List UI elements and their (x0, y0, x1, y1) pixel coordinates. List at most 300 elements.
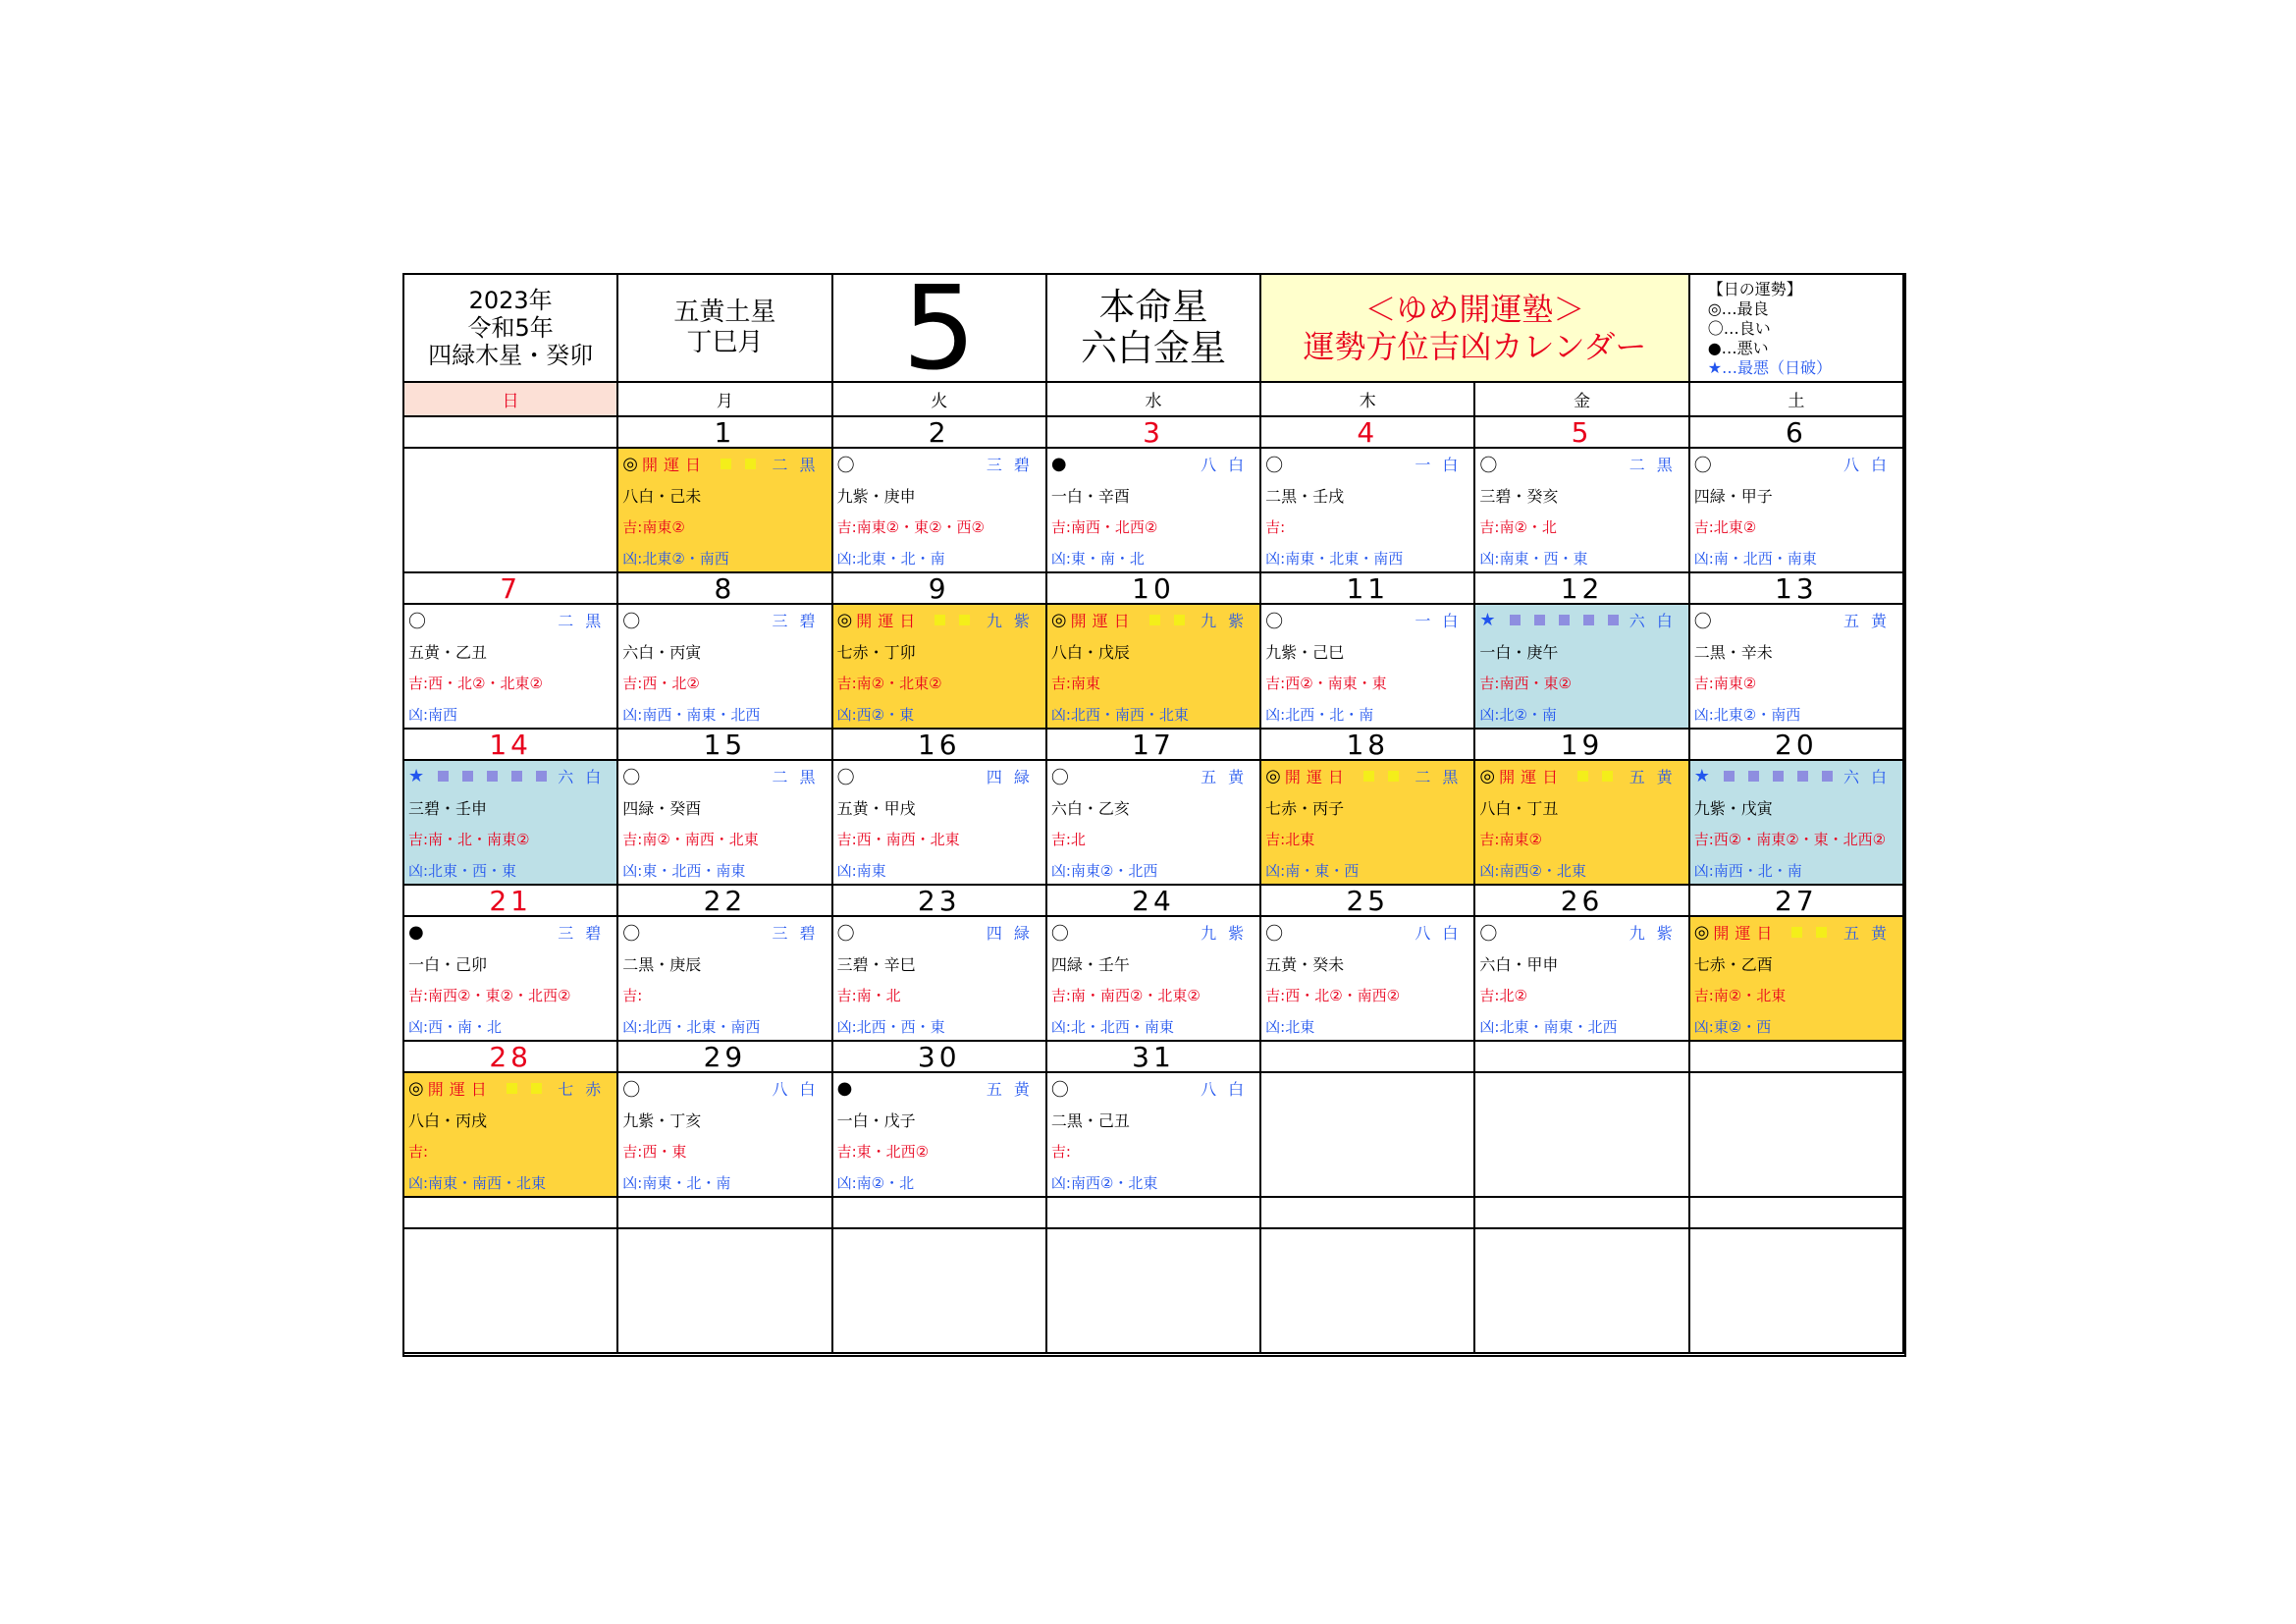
lucky-directions: 吉:南・北 (836, 986, 901, 1004)
day-number: 20 (1690, 730, 1904, 761)
kaiun-label: 開運日 (1284, 768, 1350, 786)
empty-day-cell (833, 1229, 1047, 1354)
day-nine-star: 三碧 (772, 612, 828, 630)
decorative-square (507, 1083, 517, 1094)
day-number: 15 (618, 730, 832, 761)
day-number (404, 417, 618, 449)
day-kanshi: 九紫・己巳 (1265, 642, 1345, 662)
day-number: 9 (833, 573, 1047, 605)
day-number: 13 (1690, 573, 1904, 605)
honmei-label: 本命星 (1098, 286, 1208, 328)
day-kanshi: 九紫・庚申 (836, 486, 916, 506)
day-kanshi: 六白・甲申 (1479, 954, 1559, 974)
empty-day-cell (1261, 1229, 1475, 1354)
fortune-mark-group (1479, 610, 1618, 630)
fortune-mark: ★ (408, 766, 425, 786)
day-cell[interactable] (1261, 761, 1475, 886)
fortune-mark-group (408, 608, 426, 633)
day-number (833, 1198, 1047, 1229)
day-kanshi: 二黒・壬戌 (1265, 486, 1345, 506)
day-number: 2 (833, 417, 1047, 449)
day-cell[interactable] (1475, 605, 1689, 730)
fortune-mark-group (622, 453, 756, 475)
fortune-mark-group (1479, 452, 1497, 477)
fortune-mark-group (837, 920, 855, 946)
day-number: 22 (618, 886, 832, 917)
lucky-directions: 吉:西・北②・北東② (408, 674, 543, 692)
day-cell[interactable] (1475, 449, 1689, 573)
day-number: 3 (1047, 417, 1261, 449)
day-kanshi: 一白・己卯 (408, 954, 488, 974)
fortune-mark-group (1479, 920, 1497, 946)
fortune-line (404, 605, 616, 635)
day-number (618, 1198, 832, 1229)
unlucky-directions: 凶:北東・南東・北西 (1479, 1017, 1618, 1036)
day-cell[interactable] (1690, 605, 1904, 730)
day-number: 21 (404, 886, 618, 917)
fortune-mark: ◎ (836, 610, 853, 630)
fortune-line (618, 1073, 830, 1104)
lucky-directions: 吉:西・東 (622, 1142, 687, 1161)
fortune-mark: 〇 (1050, 767, 1069, 788)
day-number: 17 (1047, 730, 1261, 761)
fortune-line (1047, 605, 1259, 635)
honmei-star (1047, 275, 1261, 383)
day-number: 18 (1261, 730, 1475, 761)
day-kanshi: 四緑・壬午 (1050, 954, 1130, 974)
day-cell[interactable] (833, 917, 1047, 1042)
lucky-directions: 吉: (1050, 1142, 1071, 1161)
fortune-line (1690, 761, 1902, 791)
fortune-line (1047, 1073, 1259, 1104)
decorative-square (1559, 615, 1570, 625)
unlucky-directions: 凶:南東②・北西 (1050, 861, 1158, 880)
fortune-line (1475, 449, 1687, 479)
fortune-mark-group (408, 922, 424, 943)
fortune-mark-group (837, 1078, 853, 1099)
day-cell[interactable] (618, 917, 832, 1042)
decorative-square (1534, 615, 1545, 625)
empty-day-cell (1261, 1073, 1475, 1198)
weekday-thu: 木 (1261, 383, 1475, 417)
decorative-square (1149, 615, 1160, 625)
fortune-mark: ◎ (408, 1078, 424, 1099)
day-kanshi: 五黄・乙丑 (408, 642, 488, 662)
decorative-square (487, 771, 498, 782)
kaiun-label: 開運日 (642, 456, 708, 474)
lucky-directions: 吉:南②・南西・北東 (622, 830, 759, 848)
fortune-mark: ◎ (622, 454, 638, 474)
year-line: 2023年 (468, 287, 553, 314)
decorative-square (1577, 771, 1588, 782)
legend-heading: 【日の運勢】 (1707, 280, 1802, 298)
day-number (1690, 1042, 1904, 1073)
fortune-mark: 〇 (1265, 923, 1284, 945)
weekday-mon: 月 (618, 383, 832, 417)
unlucky-directions: 凶:北西・南西・北東 (1050, 705, 1189, 724)
kaiun-label: 開運日 (1070, 612, 1136, 630)
fortune-line (1047, 761, 1259, 791)
day-cell[interactable] (1690, 449, 1904, 573)
fortune-mark: ◎ (1479, 766, 1496, 786)
fortune-mark: ★ (1693, 766, 1710, 786)
unlucky-directions: 凶:南西・南東・北西 (622, 705, 761, 724)
lucky-directions: 吉:北東② (1693, 517, 1757, 536)
fortune-mark-group (1051, 764, 1069, 789)
day-nine-star: 三碧 (986, 456, 1041, 474)
unlucky-directions: 凶:北東②・南西 (622, 549, 729, 568)
fortune-line (618, 449, 830, 479)
legend-good: 〇…良い (1707, 319, 1771, 338)
lucky-directions: 吉:北 (1050, 830, 1086, 848)
day-kanshi: 二黒・庚辰 (622, 954, 702, 974)
day-kanshi: 二黒・辛未 (1693, 642, 1773, 662)
day-kanshi: 三碧・辛巳 (836, 954, 916, 974)
title-brand: ＜ゆめ開運塾＞ (1364, 291, 1585, 328)
unlucky-directions: 凶:北東・西・東 (408, 861, 517, 880)
fortune-mark: 〇 (1479, 455, 1498, 476)
day-number: 6 (1690, 417, 1904, 449)
fortune-mark: 〇 (1265, 455, 1284, 476)
empty-day-cell (1690, 1073, 1904, 1198)
fortune-line (1475, 761, 1687, 791)
day-cell[interactable] (404, 917, 618, 1042)
fortune-mark: 〇 (1050, 1079, 1069, 1101)
lucky-directions: 吉:西・北② (622, 674, 700, 692)
day-nine-star: 九紫 (1201, 924, 1256, 943)
day-nine-star: 二黒 (1415, 768, 1470, 786)
fortune-mark-group (1051, 920, 1069, 946)
fortune-line (404, 761, 616, 791)
decorative-square (1773, 771, 1784, 782)
day-number: 16 (833, 730, 1047, 761)
day-number: 31 (1047, 1042, 1261, 1073)
fortune-mark-group (1265, 765, 1399, 787)
fortune-mark-group (1265, 920, 1283, 946)
fortune-mark-group (837, 452, 855, 477)
empty-day-cell (1690, 1229, 1904, 1354)
decorative-square (1174, 615, 1185, 625)
fortune-mark-group (837, 609, 971, 631)
fortune-line (1261, 605, 1473, 635)
empty-day-cell (618, 1229, 832, 1354)
month-star-info (618, 275, 832, 383)
lucky-directions: 吉:西②・南東・東 (1265, 674, 1387, 692)
unlucky-directions: 凶:南・東・西 (1265, 861, 1360, 880)
decorative-square (1816, 927, 1827, 938)
day-kanshi: 八白・己未 (622, 486, 702, 506)
day-nine-star: 九紫 (1201, 612, 1256, 630)
title-main: 運勢方位吉凶カレンダー (1303, 328, 1647, 365)
legend-bad: ●…悪い (1707, 339, 1769, 357)
lucky-directions: 吉:南東② (1693, 674, 1757, 692)
day-cell[interactable] (1047, 917, 1261, 1042)
day-nine-star: 七赤 (558, 1080, 614, 1099)
day-number: 8 (618, 573, 832, 605)
fortune-mark-group (408, 1077, 542, 1100)
calendar-grid (402, 273, 1906, 1357)
lucky-directions: 吉:南西・北西② (1050, 517, 1158, 536)
day-cell[interactable] (1261, 605, 1475, 730)
day-cell[interactable] (1047, 1073, 1261, 1198)
fortune-mark: 〇 (1050, 923, 1069, 945)
unlucky-directions: 凶:北西・北・南 (1265, 705, 1374, 724)
empty-day-cell (1047, 1229, 1261, 1354)
unlucky-directions: 凶:北西・西・東 (836, 1017, 945, 1036)
day-cell[interactable] (1690, 917, 1904, 1042)
day-number (1475, 1198, 1689, 1229)
day-kanshi: 九紫・丁亥 (622, 1110, 702, 1130)
day-nine-star: 二黒 (772, 768, 828, 786)
unlucky-directions: 凶:北・北西・南東 (1050, 1017, 1174, 1036)
day-nine-star: 三碧 (558, 924, 614, 943)
decorative-square (1822, 771, 1833, 782)
decorative-square (1724, 771, 1735, 782)
lucky-directions: 吉:西・北②・南西② (1265, 986, 1401, 1004)
day-nine-star: 八白 (1415, 924, 1470, 943)
day-cell[interactable] (404, 1073, 618, 1198)
fortune-mark-group (622, 764, 640, 789)
unlucky-directions: 凶:東②・西 (1693, 1017, 1772, 1036)
unlucky-directions: 凶:南・北西・南東 (1693, 549, 1817, 568)
fortune-line (833, 917, 1045, 947)
fortune-line (1261, 761, 1473, 791)
empty-day-cell (404, 1229, 618, 1354)
fortune-mark-group (1265, 452, 1283, 477)
day-cell[interactable] (833, 1073, 1047, 1198)
unlucky-directions: 凶:南東 (836, 861, 886, 880)
kaiun-label: 開運日 (1713, 924, 1779, 943)
day-nine-star: 六白 (1629, 612, 1684, 630)
fortune-line (833, 605, 1045, 635)
kaiun-label: 開運日 (427, 1080, 493, 1099)
day-nine-star: 二黒 (1629, 456, 1684, 474)
day-nine-star: 一白 (1415, 456, 1470, 474)
fortune-line (1690, 605, 1902, 635)
day-nine-star: 八白 (1201, 456, 1256, 474)
day-kanshi: 八白・丙戌 (408, 1110, 488, 1130)
fortune-mark-group (622, 1076, 640, 1102)
day-cell[interactable] (618, 761, 832, 886)
fortune-mark: 〇 (1479, 923, 1498, 945)
day-cell[interactable] (1261, 449, 1475, 573)
decorative-square (1791, 927, 1802, 938)
fortune-line (833, 449, 1045, 479)
day-number (1261, 1042, 1475, 1073)
fortune-mark-group (1694, 921, 1828, 944)
fortune-mark: ● (408, 922, 424, 943)
day-nine-star: 九紫 (1629, 924, 1684, 943)
day-nine-star: 五黄 (1842, 924, 1898, 943)
lucky-directions: 吉:南東 (1050, 674, 1100, 692)
fortune-mark: ◎ (1693, 922, 1710, 943)
day-kanshi: 一白・辛酉 (1050, 486, 1130, 506)
day-nine-star: 二黒 (772, 456, 828, 474)
day-cell[interactable] (1047, 605, 1261, 730)
fortune-mark: 〇 (408, 611, 426, 632)
unlucky-directions: 凶:南②・北 (836, 1173, 915, 1192)
lucky-directions: 吉:南・南西②・北東② (1050, 986, 1201, 1004)
unlucky-directions: 凶:南東・北東・南西 (1265, 549, 1404, 568)
day-number: 28 (404, 1042, 618, 1073)
fortune-line (618, 761, 830, 791)
lucky-directions: 吉:西②・南東②・東・北西② (1693, 830, 1887, 848)
unlucky-directions: 凶:南西・北・南 (1693, 861, 1802, 880)
day-number: 30 (833, 1042, 1047, 1073)
fortune-line (404, 1073, 616, 1104)
day-cell[interactable] (404, 605, 618, 730)
day-kanshi: 七赤・乙酉 (1693, 954, 1773, 974)
lucky-directions: 吉:南西・東② (1479, 674, 1572, 692)
month-kanshi-line: 丁巳月 (686, 328, 764, 357)
day-number: 27 (1690, 886, 1904, 917)
fortune-mark: 〇 (836, 923, 855, 945)
day-number: 14 (404, 730, 618, 761)
fortune-line (1047, 449, 1259, 479)
day-kanshi: 四緑・甲子 (1693, 486, 1773, 506)
unlucky-directions: 凶:南東・北・南 (622, 1173, 731, 1192)
day-nine-star: 八白 (1201, 1080, 1256, 1099)
month-number: 5 (833, 275, 1047, 383)
day-nine-star: 二黒 (558, 612, 614, 630)
day-number: 19 (1475, 730, 1689, 761)
fortune-mark: 〇 (622, 767, 641, 788)
day-kanshi: 五黄・癸未 (1265, 954, 1345, 974)
fortune-mark: 〇 (1693, 611, 1712, 632)
day-number: 12 (1475, 573, 1689, 605)
day-number (1261, 1198, 1475, 1229)
day-cell[interactable] (1047, 449, 1261, 573)
year-star-line: 四緑木星・癸卯 (428, 342, 594, 369)
day-nine-star: 八白 (772, 1080, 828, 1099)
day-cell[interactable] (1047, 761, 1261, 886)
day-kanshi: 一白・戊子 (836, 1110, 916, 1130)
day-cell[interactable] (1690, 761, 1904, 886)
unlucky-directions: 凶:南東・西・東 (1479, 549, 1588, 568)
fortune-mark-group (1265, 608, 1283, 633)
legend (1690, 275, 1904, 383)
day-nine-star: 四緑 (986, 768, 1041, 786)
decorative-square (1748, 771, 1759, 782)
unlucky-directions: 凶:北東 (1265, 1017, 1315, 1036)
fortune-mark-group (1051, 1076, 1069, 1102)
fortune-mark: ● (836, 1078, 853, 1099)
fortune-mark-group (1051, 609, 1185, 631)
day-cell[interactable] (618, 1073, 832, 1198)
day-number: 1 (618, 417, 832, 449)
fortune-line (833, 761, 1045, 791)
day-nine-star: 六白 (558, 768, 614, 786)
day-cell[interactable] (833, 761, 1047, 886)
lucky-directions: 吉:南東② (622, 517, 685, 536)
fortune-line (1690, 917, 1902, 947)
day-nine-star: 五黄 (1201, 768, 1256, 786)
day-number: 4 (1261, 417, 1475, 449)
fortune-mark-group (1479, 765, 1613, 787)
fortune-line (1047, 917, 1259, 947)
day-number: 29 (618, 1042, 832, 1073)
day-kanshi: 九紫・戊寅 (1693, 798, 1773, 818)
weekday-wed: 水 (1047, 383, 1261, 417)
fortune-mark: ◎ (1265, 766, 1281, 786)
era-line: 令和5年 (467, 314, 554, 342)
lucky-directions: 吉:南東② (1479, 830, 1542, 848)
fortune-mark: 〇 (622, 611, 641, 632)
kaiun-label: 開運日 (856, 612, 922, 630)
day-kanshi: 三碧・壬申 (408, 798, 488, 818)
decorative-square (721, 459, 731, 469)
day-nine-star: 九紫 (986, 612, 1041, 630)
fortune-mark: 〇 (622, 923, 641, 945)
day-kanshi: 四緑・癸酉 (622, 798, 702, 818)
fortune-mark-group (1694, 766, 1833, 786)
decorative-square (1510, 615, 1521, 625)
day-cell[interactable] (618, 605, 832, 730)
day-cell[interactable] (1475, 761, 1689, 886)
day-kanshi: 八白・戊辰 (1050, 642, 1130, 662)
month-star-line: 五黄土星 (673, 298, 776, 327)
decorative-square (1583, 615, 1594, 625)
weekday-fri: 金 (1475, 383, 1689, 417)
empty-day-cell (404, 449, 618, 573)
day-kanshi: 三碧・癸亥 (1479, 486, 1559, 506)
lucky-directions: 吉:西・南西・北東 (836, 830, 960, 848)
empty-day-cell (1475, 1229, 1689, 1354)
day-nine-star: 三碧 (772, 924, 828, 943)
weekday-tue: 火 (833, 383, 1047, 417)
fortune-line (1690, 449, 1902, 479)
lucky-directions: 吉:北東 (1265, 830, 1315, 848)
unlucky-directions: 凶:西②・東 (836, 705, 915, 724)
fortune-mark: 〇 (622, 1079, 641, 1101)
decorative-square (462, 771, 473, 782)
unlucky-directions: 凶:南西 (408, 705, 458, 724)
fortune-mark-group (1694, 452, 1712, 477)
year-info (404, 275, 618, 383)
day-cell[interactable] (1261, 917, 1475, 1042)
unlucky-directions: 凶:北西・北東・南西 (622, 1017, 761, 1036)
weekday-sun: 日 (404, 383, 618, 417)
unlucky-directions: 凶:南東・南西・北東 (408, 1173, 547, 1192)
day-number (1047, 1198, 1261, 1229)
fortune-mark: ★ (1479, 610, 1496, 630)
decorative-square (438, 771, 449, 782)
day-cell[interactable] (404, 761, 618, 886)
lucky-directions: 吉:東・北西② (836, 1142, 930, 1161)
day-kanshi: 五黄・甲戌 (836, 798, 916, 818)
fortune-mark: 〇 (1693, 455, 1712, 476)
decorative-square (1608, 615, 1619, 625)
decorative-square (1388, 771, 1399, 782)
lucky-directions: 吉:南・北・南東② (408, 830, 530, 848)
empty-day-cell (1475, 1073, 1689, 1198)
day-nine-star: 六白 (1842, 768, 1898, 786)
day-cell[interactable] (1475, 917, 1689, 1042)
day-cell[interactable] (833, 605, 1047, 730)
calendar-title (1261, 275, 1690, 383)
decorative-square (959, 615, 970, 625)
fortune-mark: 〇 (1265, 611, 1284, 632)
day-kanshi: 七赤・丁卯 (836, 642, 916, 662)
lucky-directions: 吉:南②・北東 (1693, 986, 1787, 1004)
day-kanshi: 八白・丁丑 (1479, 798, 1559, 818)
day-cell[interactable] (833, 449, 1047, 573)
decorative-square (745, 459, 756, 469)
fortune-line (833, 1073, 1045, 1104)
lucky-directions: 吉: (622, 986, 643, 1004)
day-cell[interactable] (618, 449, 832, 573)
legend-best: ◎…最良 (1707, 299, 1769, 318)
